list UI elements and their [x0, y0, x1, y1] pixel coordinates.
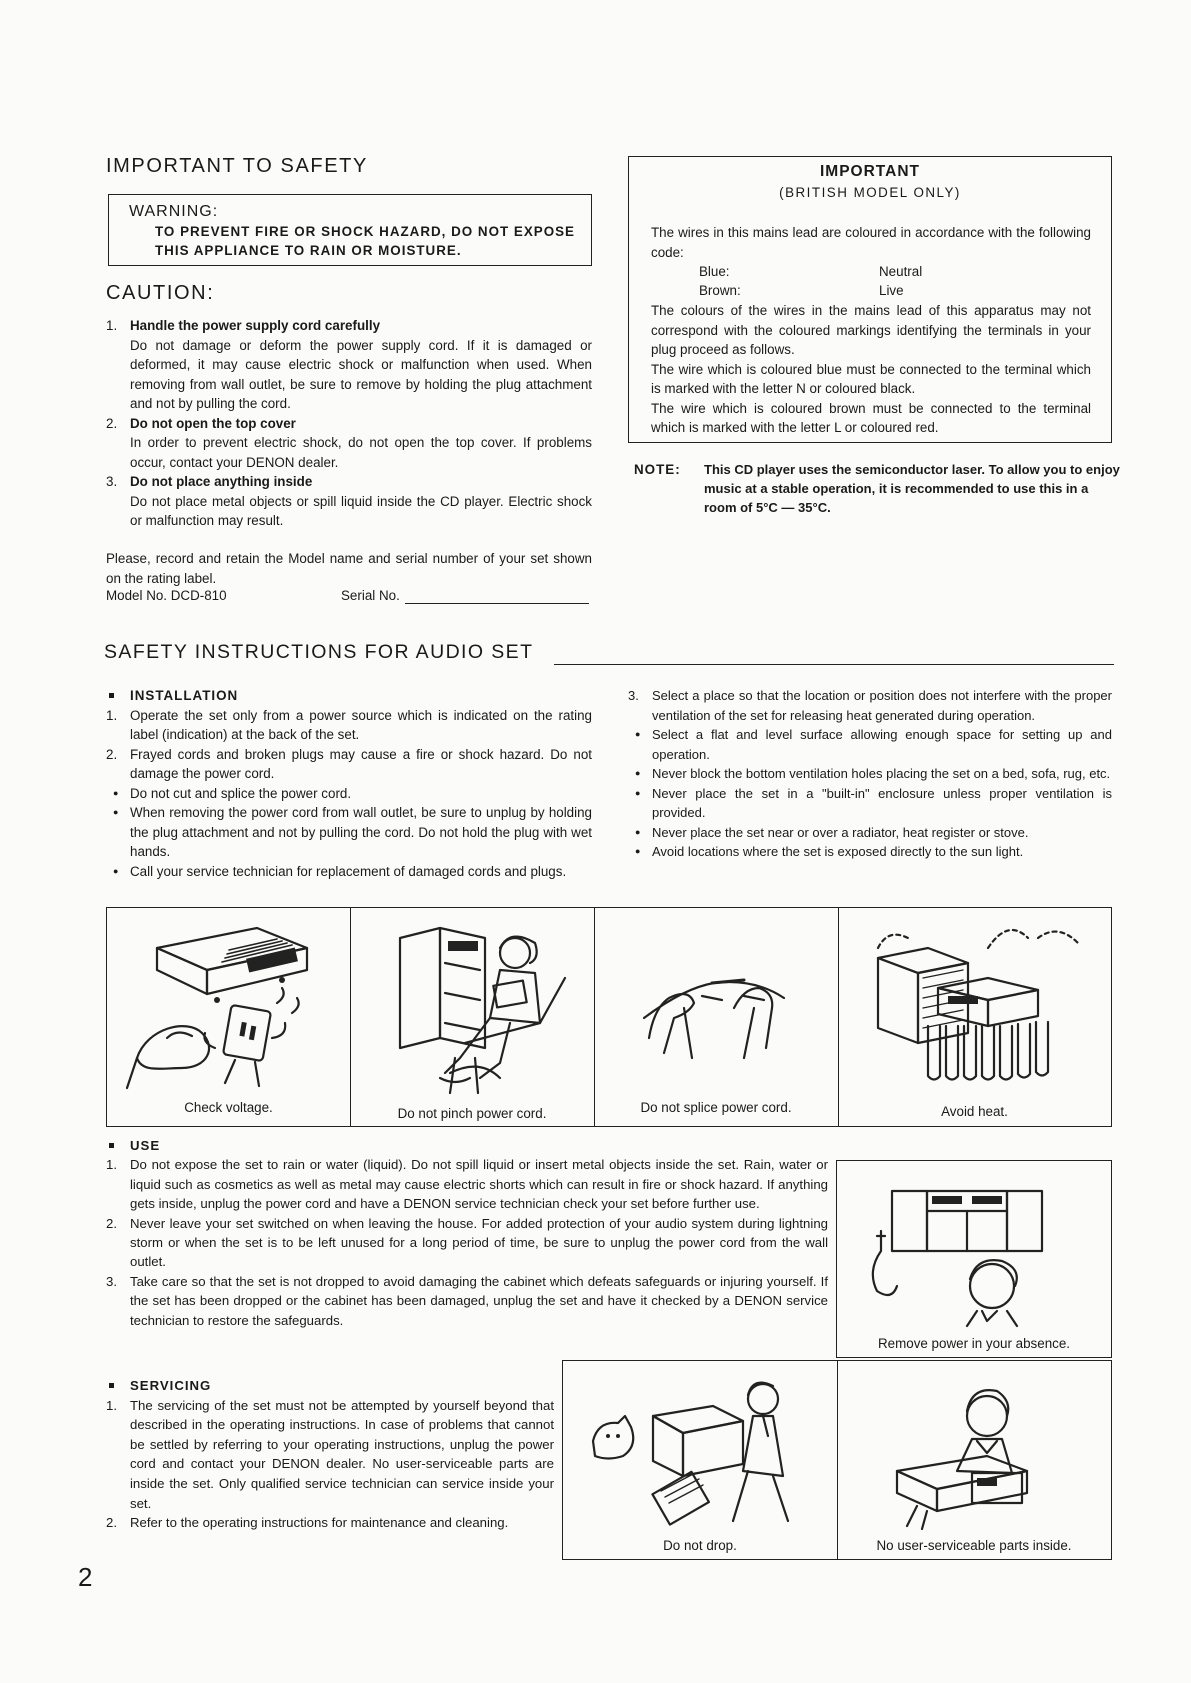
caption-no-user-parts: No user-serviceable parts inside. — [876, 1538, 1072, 1553]
note-text: This CD player uses the semiconductor laser. To allow you to enjoy music at a stable operation, it is recommended to use this in a room of 5°C — 35°C. — [704, 462, 1120, 515]
splice-cord-illustration — [594, 908, 838, 1098]
code-meaning: Neutral — [879, 264, 923, 279]
servicing-heading: SERVICING — [106, 1376, 554, 1396]
caution-heading: Do not open the top cover — [130, 415, 296, 431]
servicing-panels — [562, 1360, 1112, 1560]
caption-avoid-heat: Avoid heat. — [941, 1104, 1008, 1119]
panel-splice-cord — [594, 908, 839, 1126]
audio-title: SAFETY INSTRUCTIONS FOR AUDIO SET — [104, 641, 534, 663]
model-number: Model No. DCD-810 — [106, 588, 227, 603]
caution-num: 3. — [106, 474, 118, 489]
installation-bullet: ● Never place the set near or over a radiator, heat register or stove. — [628, 823, 1112, 843]
safety-title: IMPORTANT TO SAFETY — [106, 155, 368, 177]
caution-heading: Handle the power supply cord carefully — [130, 318, 381, 333]
use-section — [106, 1136, 828, 1330]
caution-item — [106, 472, 592, 531]
caution-title: CAUTION: — [106, 282, 215, 304]
caution-text: In order to prevent electric shock, do not open the top cover. If problems occur, contact your DENON dealer. — [130, 435, 592, 470]
panel-avoid-heat — [838, 908, 1111, 1126]
serial-label: Serial No. — [341, 588, 400, 603]
title-rule — [554, 664, 1114, 665]
important-body — [651, 301, 1091, 438]
page-number: 2 — [78, 1562, 93, 1592]
panel-do-not-drop — [563, 1361, 838, 1559]
caution-text: Do not damage or deform the power supply cord. If it is damaged or deformed, it may cause electric shock or malfunction when used. When removing from wall outlet, be sure to remove by holding the plug attachment and not by pulling the cord. — [130, 337, 592, 411]
caution-heading: Do not place anything inside — [130, 474, 313, 489]
installation-item: 1. Operate the set only from a power source which is indicated on the rating label (indication) at the back of the set. — [106, 707, 592, 742]
installation-bullet: ● Avoid locations where the set is exposed directly to the sun light. — [628, 842, 1112, 862]
caution-list — [106, 316, 592, 531]
use-heading: USE — [106, 1136, 828, 1155]
important-paragraph: The wire which is coloured brown must be connected to the terminal which is marked with the letter L or coloured red. — [651, 400, 1091, 435]
model-serial-row — [106, 586, 592, 606]
code-row — [699, 281, 999, 301]
panel-pinch-cord — [350, 908, 595, 1126]
do-not-drop-illustration — [563, 1361, 837, 1533]
caution-text: Do not place metal objects or spill liquid inside the CD player. Electric shock or malfunction may result. — [130, 493, 592, 528]
caution-item — [106, 414, 592, 473]
note-label: NOTE: — [634, 462, 681, 477]
installation-item: 2. Frayed cords and broken plugs may cause a fire or shock hazard. Do not damage the power cord. — [106, 746, 592, 781]
warning-label: WARNING: — [129, 203, 219, 220]
panel-check-voltage — [107, 908, 351, 1126]
check-voltage-illustration — [107, 908, 350, 1098]
caption-remove-power: Remove power in your absence. — [877, 1336, 1071, 1351]
important-title: IMPORTANT — [820, 163, 920, 180]
important-paragraph: The colours of the wires in the mains lead of this apparatus may not correspond with the coloured markings identifying the terminals in your plug proceed as follows. — [651, 303, 1091, 357]
installation-bullet: ● Call your service technician for replacement of damaged cords and plugs. — [106, 862, 592, 882]
installation-bullet: ● When removing the power cord from wall outlet, be sure to unplug by holding the plug attachment and not by pulling the cord. Do not hold the plug with wet hands. — [106, 803, 592, 862]
use-item: 2. Never leave your set switched on when leaving the house. For added protection of your audio system during lightning storm or when the set is to be left unused for a long period of time, be sure to unplug the power cord from the wall outlet. — [106, 1215, 828, 1270]
remove-power-illustration — [837, 1161, 1111, 1331]
audio-title-row — [104, 643, 1114, 669]
caption-check-voltage: Check voltage. — [184, 1100, 273, 1115]
installation-bullet: ● Never place the set in a "built-in" enclosure unless proper ventilation is provided. — [628, 784, 1112, 823]
warning-text: TO PREVENT FIRE OR SHOCK HAZARD, DO NOT EXPOSE THIS APPLIANCE TO RAIN OR MOISTURE. — [155, 224, 575, 258]
serial-blank-line — [405, 603, 589, 604]
record-text: Please, record and retain the Model name and serial number of your set shown on the rating label. — [106, 551, 592, 586]
code-colour: Brown: — [699, 283, 741, 298]
code-meaning: Live — [879, 283, 904, 298]
safety-section — [106, 157, 594, 177]
installation-right — [628, 686, 1112, 862]
caution-num: 2. — [106, 415, 118, 431]
important-subtitle: (BRITISH MODEL ONLY) — [779, 185, 961, 200]
no-user-parts-illustration — [837, 1361, 1111, 1533]
installation-bullet: ● Do not cut and splice the power cord. — [106, 784, 592, 804]
panel-no-user-parts — [837, 1361, 1111, 1559]
caption-splice-cord: Do not splice power cord. — [640, 1100, 792, 1115]
servicing-item: 1. The servicing of the set must not be attempted by yourself beyond that described in the operating instructions. In case of problems that cannot be settled by referring to your operating instructions, unplug the power cord and contact your DENON dealer. No user-serviceable parts are inside the set. Only qualified service technician can service inside your set. — [106, 1397, 554, 1511]
warning-box — [108, 194, 592, 266]
important-paragraph: The wire which is coloured blue must be connected to the terminal which is marked with the letter N or coloured black. — [651, 361, 1091, 396]
servicing-section — [106, 1376, 554, 1533]
important-intro: The wires in this mains lead are coloured in accordance with the following code: — [651, 225, 1091, 260]
code-row — [699, 262, 999, 282]
panel-remove-power — [836, 1160, 1112, 1358]
use-item: 3. Take care so that the set is not dropped to avoid damaging the cabinet which defeats safeguards or injuring yourself. If the set has been dropped or the cabinet has been damaged, unplug the set and have it checked by a DENON service technician to restore the safeguards. — [106, 1273, 828, 1328]
caption-pinch-cord: Do not pinch power cord. — [397, 1106, 547, 1121]
pinch-cord-illustration — [350, 908, 594, 1098]
installation-left — [106, 686, 592, 881]
avoid-heat-illustration — [838, 908, 1111, 1098]
installation-item: 3. Select a place so that the location or position does not interfere with the proper ventilation of the set for releasing heat generated during operation. — [628, 688, 1112, 723]
installation-heading: INSTALLATION — [106, 686, 592, 706]
code-colour: Blue: — [699, 264, 730, 279]
note-block — [634, 460, 1124, 520]
installation-bullet: ● Select a flat and level surface allowing enough space for setting up and operation. — [628, 725, 1112, 764]
important-box — [628, 156, 1112, 443]
caption-do-not-drop: Do not drop. — [663, 1538, 737, 1553]
installation-bullet: ● Never block the bottom ventilation holes placing the set on a bed, sofa, rug, etc. — [628, 764, 1112, 784]
caution-item — [106, 316, 592, 414]
caution-num: 1. — [106, 318, 118, 333]
illustration-strip — [106, 907, 1112, 1127]
use-item: 1. Do not expose the set to rain or water (liquid). Do not spill liquid or insert metal objects inside the set. Rain, water or liquid such as cosmetics as well as metal may cause electric shorts which can result in fire or shock hazard. If anything gets inside, unplug the power cord and have a DENON service technician check your set before further use. — [106, 1157, 828, 1212]
servicing-item: 2. Refer to the operating instructions for maintenance and cleaning. — [106, 1515, 509, 1531]
